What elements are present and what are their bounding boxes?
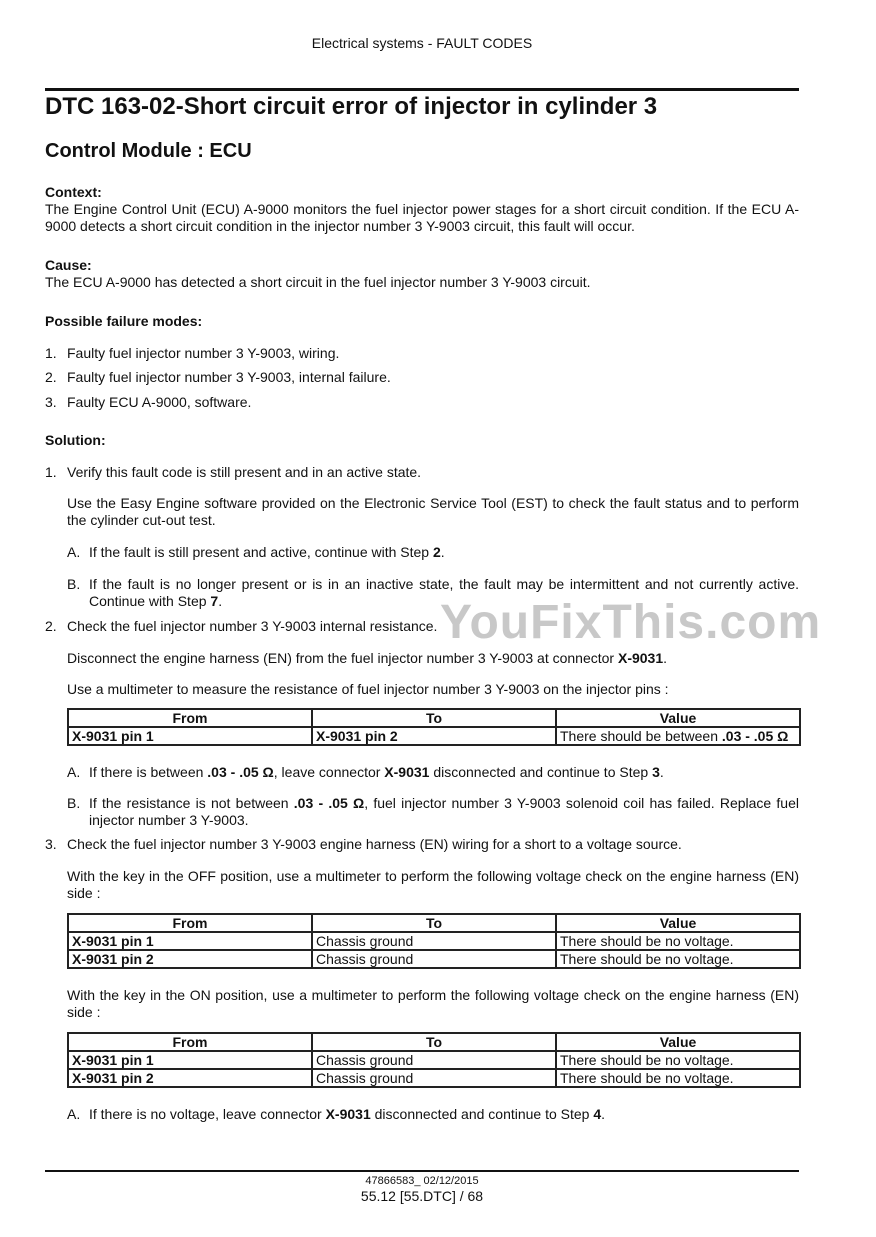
cell-from: X-9031 pin 2 [68, 1069, 312, 1087]
cell-from: X-9031 pin 1 [68, 727, 312, 745]
column-header-value: Value [556, 914, 800, 932]
failure-modes-label: Possible failure modes: [45, 313, 203, 329]
table-row [68, 1069, 800, 1087]
cell-to: Chassis ground [312, 932, 556, 950]
table-row [68, 932, 800, 950]
cell-value: There should be no voltage. [556, 1069, 800, 1087]
step-2-substep-b: If the resistance is not between .03 - .05 Ω, fuel injector number 3 Y-9003 solenoid coil has failed. Replace fuel injector number 3 Y-9003. [89, 795, 799, 828]
solution-label: Solution: [45, 432, 106, 448]
header-rule [45, 88, 799, 91]
cell-to: Chassis ground [312, 950, 556, 968]
cell-value: There should be between .03 - .05 Ω [556, 727, 800, 745]
step-1-text: Verify this fault code is still present and in an active state. [67, 464, 422, 480]
voltage-table-key-off [67, 913, 801, 969]
document-reference: 47866583_ 02/12/2015 [365, 1175, 479, 1187]
column-header-value: Value [556, 709, 800, 727]
column-header-from: From [68, 709, 312, 727]
cause-text: The ECU A-9000 has detected a short circuit in the fuel injector number 3 Y-9003 circuit. [45, 274, 591, 290]
substep-letter: A. [67, 764, 81, 780]
column-header-from: From [68, 914, 312, 932]
step-2-paragraph-1: Disconnect the engine harness (EN) from the fuel injector number 3 Y-9003 at connector X-9031. [67, 650, 668, 666]
running-header: Electrical systems - FAULT CODES [311, 35, 533, 51]
cell-to: Chassis ground [312, 1051, 556, 1069]
step-3-key-off-paragraph: With the key in the OFF position, use a multimeter to perform the following voltage check on the engine harness (EN) side : [67, 868, 799, 901]
substep-letter: A. [67, 544, 81, 560]
page-reference: 55.12 [55.DTC] / 68 [360, 1188, 484, 1204]
cell-to: Chassis ground [312, 1069, 556, 1087]
cell-to: X-9031 pin 2 [312, 727, 556, 745]
table-row [68, 727, 800, 745]
resistance-table [67, 708, 801, 746]
substep-letter: A. [67, 1106, 81, 1122]
step-number: 2. [45, 618, 57, 634]
table-header-row [68, 914, 800, 932]
step-number: 3. [45, 836, 57, 852]
step-1-substep-b: If the fault is no longer present or is in an inactive state, the fault may be intermittent and not currently active. Continue with Step 7. [89, 576, 799, 609]
table-row [68, 1051, 800, 1069]
column-header-value: Value [556, 1033, 800, 1051]
cell-from: X-9031 pin 1 [68, 1051, 312, 1069]
watermark: YouFixThis.com [440, 596, 822, 649]
step-2-paragraph-2: Use a multimeter to measure the resistance of fuel injector number 3 Y-9003 on the injector pins : [67, 681, 669, 697]
table-row [68, 950, 800, 968]
failure-mode-item: Faulty fuel injector number 3 Y-9003, wiring. [67, 345, 340, 361]
column-header-to: To [312, 1033, 556, 1051]
column-header-to: To [312, 914, 556, 932]
cell-from: X-9031 pin 2 [68, 950, 312, 968]
substep-letter: B. [67, 576, 81, 592]
step-1-substep-a: If the fault is still present and active, continue with Step 2. [89, 544, 445, 560]
failure-mode-number: 1. [45, 345, 57, 361]
step-2-substep-a: If there is between .03 - .05 Ω, leave connector X-9031 disconnected and continue to Step 3. [89, 764, 664, 780]
context-text: The Engine Control Unit (ECU) A-9000 monitors the fuel injector power stages for a short circuit condition. If the ECU A-9000 detects a short circuit condition in the injector number 3 Y-9003 circuit, this fault will occur. [45, 201, 799, 234]
step-number: 1. [45, 464, 57, 480]
cause-label: Cause: [45, 257, 92, 273]
step-2-text: Check the fuel injector number 3 Y-9003 internal resistance. [67, 618, 438, 634]
table-header-row [68, 709, 800, 727]
cell-value: There should be no voltage. [556, 932, 800, 950]
column-header-from: From [68, 1033, 312, 1051]
failure-mode-number: 2. [45, 369, 57, 385]
failure-mode-item: Faulty ECU A-9000, software. [67, 394, 252, 410]
step-3-text: Check the fuel injector number 3 Y-9003 engine harness (EN) wiring for a short to a voltage source. [67, 836, 682, 852]
context-label: Context: [45, 184, 102, 200]
column-header-to: To [312, 709, 556, 727]
table-header-row [68, 1033, 800, 1051]
failure-mode-number: 3. [45, 394, 57, 410]
step-3-key-on-paragraph: With the key in the ON position, use a multimeter to perform the following voltage check on the engine harness (EN) side : [67, 987, 799, 1020]
substep-letter: B. [67, 795, 81, 811]
cell-from: X-9031 pin 1 [68, 932, 312, 950]
page-title: DTC 163-02-Short circuit error of injector in cylinder 3 [45, 93, 658, 120]
step-3-substep-a: If there is no voltage, leave connector X-9031 disconnected and continue to Step 4. [89, 1106, 606, 1122]
step-1-paragraph: Use the Easy Engine software provided on the Electronic Service Tool (EST) to check the fault status and to perform the cylinder cut-out test. [67, 495, 799, 528]
cell-value: There should be no voltage. [556, 1051, 800, 1069]
control-module-heading: Control Module : ECU [45, 140, 252, 162]
voltage-table-key-on [67, 1032, 801, 1088]
footer-rule [45, 1170, 799, 1172]
failure-mode-item: Faulty fuel injector number 3 Y-9003, internal failure. [67, 369, 391, 385]
cell-value: There should be no voltage. [556, 950, 800, 968]
